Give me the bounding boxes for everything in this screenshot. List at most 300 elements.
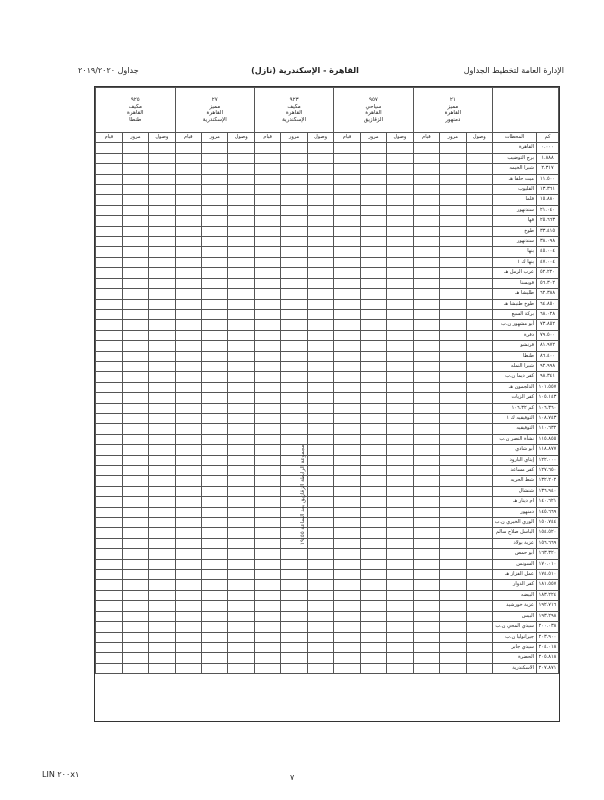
time-cell xyxy=(387,174,413,184)
time-cell xyxy=(254,580,280,590)
time-cell xyxy=(149,309,175,319)
time-cell xyxy=(307,309,333,319)
time-cell xyxy=(466,601,492,611)
time-cell xyxy=(440,361,466,371)
time-cell xyxy=(96,466,123,476)
time-cell xyxy=(334,445,360,455)
time-cell xyxy=(413,663,439,673)
time-cell xyxy=(307,632,333,642)
time-cell xyxy=(122,455,148,465)
time-cell xyxy=(466,590,492,600)
time-cell xyxy=(466,309,492,319)
time-cell xyxy=(281,642,307,652)
time-cell xyxy=(254,570,280,580)
time-cell xyxy=(307,330,333,340)
time-cell xyxy=(175,195,201,205)
station-row xyxy=(96,632,559,642)
time-cell xyxy=(413,320,439,330)
time-cell xyxy=(202,153,228,163)
time-cell xyxy=(334,590,360,600)
col-pass: مرور xyxy=(122,133,148,143)
time-cell xyxy=(254,382,280,392)
time-cell xyxy=(254,174,280,184)
time-cell xyxy=(202,486,228,496)
time-cell xyxy=(96,257,123,267)
time-cell xyxy=(228,195,254,205)
time-cell xyxy=(466,216,492,226)
time-cell xyxy=(202,455,228,465)
time-cell xyxy=(387,143,413,153)
time-cell xyxy=(413,413,439,423)
time-cell xyxy=(413,590,439,600)
time-cell xyxy=(202,559,228,569)
station-name: كم ١٠٦.٣٢ xyxy=(493,403,537,413)
station-name: دمنهور xyxy=(493,507,537,517)
station-name: أبو مشهور ن.ب xyxy=(493,320,537,330)
time-cell xyxy=(254,216,280,226)
time-cell xyxy=(387,205,413,215)
time-cell xyxy=(254,299,280,309)
station-row xyxy=(96,663,559,673)
time-cell xyxy=(175,622,201,632)
station-name: كفر الزيات xyxy=(493,393,537,403)
time-cell xyxy=(96,195,123,205)
time-cell xyxy=(96,497,123,507)
train-header-row xyxy=(96,88,559,133)
time-cell xyxy=(413,559,439,569)
time-cell xyxy=(149,226,175,236)
time-cell xyxy=(360,237,386,247)
time-cell xyxy=(307,341,333,351)
station-km: ١١٥.٨٥٥ xyxy=(537,434,559,444)
time-cell xyxy=(360,663,386,673)
station-km: ١٥٠.٧٤٤ xyxy=(537,518,559,528)
time-cell xyxy=(466,330,492,340)
time-cell xyxy=(175,549,201,559)
time-cell xyxy=(202,174,228,184)
timetable xyxy=(94,86,560,722)
time-cell xyxy=(175,257,201,267)
time-cell xyxy=(175,143,201,153)
time-cell xyxy=(149,289,175,299)
time-cell xyxy=(122,320,148,330)
time-cell xyxy=(281,320,307,330)
time-cell xyxy=(413,466,439,476)
time-cell xyxy=(307,590,333,600)
time-cell xyxy=(254,413,280,423)
time-cell xyxy=(202,278,228,288)
time-cell xyxy=(466,237,492,247)
time-cell xyxy=(202,642,228,652)
time-cell xyxy=(360,549,386,559)
time-cell xyxy=(254,257,280,267)
time-cell xyxy=(228,247,254,257)
time-cell xyxy=(334,309,360,319)
time-cell xyxy=(334,382,360,392)
time-cell xyxy=(466,382,492,392)
time-cell xyxy=(122,153,148,163)
column-header-row xyxy=(96,133,559,143)
time-cell xyxy=(413,486,439,496)
time-cell xyxy=(360,601,386,611)
time-cell xyxy=(440,226,466,236)
time-cell xyxy=(254,642,280,652)
time-cell xyxy=(307,289,333,299)
station-km: ٩٨.٣٤١ xyxy=(537,372,559,382)
station-km: ١٠١.٥٥٧ xyxy=(537,382,559,392)
time-cell xyxy=(96,538,123,548)
time-cell xyxy=(149,601,175,611)
time-cell xyxy=(334,622,360,632)
col-pass: مرور xyxy=(202,133,228,143)
time-cell xyxy=(202,257,228,267)
col-arrive: وصول xyxy=(466,133,492,143)
station-row xyxy=(96,653,559,663)
time-cell xyxy=(360,216,386,226)
time-cell xyxy=(254,393,280,403)
time-cell xyxy=(122,549,148,559)
time-cell xyxy=(466,570,492,580)
time-cell xyxy=(440,413,466,423)
station-name: عزبة خورشيد xyxy=(493,601,537,611)
time-cell xyxy=(96,559,123,569)
time-cell xyxy=(149,413,175,423)
time-cell xyxy=(254,143,280,153)
time-cell xyxy=(466,289,492,299)
train-header-line: مكيف xyxy=(287,103,301,110)
time-cell xyxy=(413,538,439,548)
station-name: عمل الفزاز هـ xyxy=(493,570,537,580)
train-header-line: ٩٢٣ xyxy=(289,97,299,103)
time-cell xyxy=(202,361,228,371)
time-cell xyxy=(122,361,148,371)
station-km: ٧٩.٥٠٠ xyxy=(537,330,559,340)
train-header-2 xyxy=(254,88,333,133)
time-cell xyxy=(228,330,254,340)
time-cell xyxy=(307,299,333,309)
time-cell xyxy=(360,361,386,371)
time-cell xyxy=(122,580,148,590)
train-header-line: دمنهور xyxy=(445,116,461,123)
time-cell xyxy=(334,278,360,288)
time-cell xyxy=(334,486,360,496)
station-km: ٩٢.٩٩٨ xyxy=(537,361,559,371)
station-km: ١٢٢.٠٠٠ xyxy=(537,455,559,465)
time-cell xyxy=(228,549,254,559)
time-cell xyxy=(387,361,413,371)
time-cell xyxy=(96,632,123,642)
time-cell xyxy=(175,476,201,486)
time-cell xyxy=(281,382,307,392)
time-cell xyxy=(175,507,201,517)
time-cell xyxy=(413,195,439,205)
time-cell xyxy=(440,476,466,486)
time-cell xyxy=(360,434,386,444)
time-cell xyxy=(149,611,175,621)
station-name: ميت حلفا هـ xyxy=(493,174,537,184)
time-cell xyxy=(149,434,175,444)
station-row xyxy=(96,642,559,652)
station-row xyxy=(96,247,559,257)
time-cell xyxy=(122,632,148,642)
time-cell xyxy=(96,185,123,195)
time-cell xyxy=(413,601,439,611)
time-cell xyxy=(202,413,228,423)
time-cell xyxy=(466,361,492,371)
time-cell xyxy=(122,226,148,236)
time-cell xyxy=(175,559,201,569)
time-cell xyxy=(122,642,148,652)
time-cell xyxy=(228,486,254,496)
time-cell xyxy=(440,195,466,205)
time-cell xyxy=(122,622,148,632)
station-row xyxy=(96,382,559,392)
time-cell xyxy=(202,611,228,621)
station-name: الدلجمون هـ xyxy=(493,382,537,392)
time-cell xyxy=(149,320,175,330)
station-name: أبو شادي xyxy=(493,445,537,455)
time-cell xyxy=(202,549,228,559)
time-cell xyxy=(122,341,148,351)
time-cell xyxy=(334,601,360,611)
time-cell xyxy=(466,476,492,486)
time-cell xyxy=(440,278,466,288)
time-cell xyxy=(254,153,280,163)
time-cell xyxy=(228,372,254,382)
station-name: كفر مساعد xyxy=(493,466,537,476)
time-cell xyxy=(307,268,333,278)
time-cell xyxy=(413,237,439,247)
time-cell xyxy=(360,382,386,392)
time-cell xyxy=(466,413,492,423)
time-cell xyxy=(413,205,439,215)
station-row xyxy=(96,216,559,226)
time-cell xyxy=(122,372,148,382)
time-cell xyxy=(307,663,333,673)
station-name: الوري الخيري ن.ب xyxy=(493,518,537,528)
time-cell xyxy=(387,341,413,351)
time-cell xyxy=(440,486,466,496)
station-name: البيس xyxy=(493,611,537,621)
time-cell xyxy=(466,351,492,361)
time-cell xyxy=(440,164,466,174)
time-cell xyxy=(254,361,280,371)
time-cell xyxy=(175,341,201,351)
time-cell xyxy=(149,476,175,486)
time-cell xyxy=(360,632,386,642)
station-name: إيتاي البارود xyxy=(493,455,537,465)
train-header-line: القاهرة xyxy=(365,110,382,116)
station-km: ١٢٧.٦٥٠ xyxy=(537,466,559,476)
station-km: ١٩٢.٧١٦ xyxy=(537,601,559,611)
time-cell xyxy=(175,445,201,455)
time-cell xyxy=(334,268,360,278)
time-cell xyxy=(281,611,307,621)
station-row xyxy=(96,528,559,538)
train-header-line: مكيف xyxy=(128,103,142,110)
time-cell xyxy=(334,237,360,247)
time-cell xyxy=(307,143,333,153)
time-cell xyxy=(440,445,466,455)
time-cell xyxy=(254,528,280,538)
time-cell xyxy=(96,549,123,559)
time-cell xyxy=(440,216,466,226)
station-row xyxy=(96,143,559,153)
time-cell xyxy=(440,434,466,444)
station-name: البيضه xyxy=(493,590,537,600)
time-cell xyxy=(228,216,254,226)
time-cell xyxy=(387,278,413,288)
station-name: قلما xyxy=(493,195,537,205)
time-cell xyxy=(281,164,307,174)
time-cell xyxy=(413,351,439,361)
time-cell xyxy=(122,559,148,569)
time-cell xyxy=(228,445,254,455)
station-km: ٦٤.٨٥٠ xyxy=(537,299,559,309)
time-cell xyxy=(334,299,360,309)
time-cell xyxy=(413,653,439,663)
station-km: ٢٠٧.٨٧١ xyxy=(537,663,559,673)
time-cell xyxy=(122,382,148,392)
time-cell xyxy=(307,372,333,382)
time-cell xyxy=(334,424,360,434)
time-cell xyxy=(387,518,413,528)
time-cell xyxy=(254,330,280,340)
time-cell xyxy=(254,622,280,632)
time-cell xyxy=(466,653,492,663)
station-km: ١٧٤.٥١٠ xyxy=(537,570,559,580)
time-cell xyxy=(413,247,439,257)
time-cell xyxy=(307,195,333,205)
time-cell xyxy=(122,247,148,257)
time-cell xyxy=(413,497,439,507)
time-cell xyxy=(413,445,439,455)
time-cell xyxy=(122,497,148,507)
time-cell xyxy=(202,528,228,538)
time-cell xyxy=(387,445,413,455)
time-cell xyxy=(281,226,307,236)
time-cell xyxy=(466,622,492,632)
time-cell xyxy=(281,216,307,226)
time-cell xyxy=(281,247,307,257)
time-cell xyxy=(360,153,386,163)
time-cell xyxy=(96,642,123,652)
time-cell xyxy=(228,153,254,163)
time-cell xyxy=(281,278,307,288)
station-name: الاسكندرية xyxy=(493,663,537,673)
time-cell xyxy=(360,247,386,257)
station-row xyxy=(96,486,559,496)
time-cell xyxy=(413,309,439,319)
time-cell xyxy=(175,164,201,174)
time-cell xyxy=(307,351,333,361)
station-row xyxy=(96,549,559,559)
station-row xyxy=(96,497,559,507)
time-cell xyxy=(149,507,175,517)
station-row xyxy=(96,559,559,569)
time-cell xyxy=(149,153,175,163)
time-cell xyxy=(96,622,123,632)
time-cell xyxy=(175,497,201,507)
time-cell xyxy=(360,289,386,299)
time-cell xyxy=(334,320,360,330)
time-cell xyxy=(440,570,466,580)
time-cell xyxy=(254,268,280,278)
train-header-line: القاهرة xyxy=(127,110,144,116)
time-cell xyxy=(202,195,228,205)
time-cell xyxy=(254,205,280,215)
time-cell xyxy=(96,205,123,215)
station-row xyxy=(96,538,559,548)
time-cell xyxy=(228,320,254,330)
time-cell xyxy=(122,289,148,299)
time-cell xyxy=(466,185,492,195)
time-cell xyxy=(360,341,386,351)
time-cell xyxy=(202,570,228,580)
col-pass: مرور xyxy=(281,133,307,143)
time-cell xyxy=(96,247,123,257)
time-cell xyxy=(387,538,413,548)
time-cell xyxy=(440,622,466,632)
time-cell xyxy=(228,601,254,611)
station-km: ١٥٦.٦٦٩ xyxy=(537,538,559,548)
time-cell xyxy=(254,185,280,195)
time-cell xyxy=(334,549,360,559)
station-km: ١١.٥٠٠ xyxy=(537,174,559,184)
time-cell xyxy=(254,237,280,247)
time-cell xyxy=(387,559,413,569)
time-cell xyxy=(281,289,307,299)
time-cell xyxy=(466,497,492,507)
time-cell xyxy=(228,393,254,403)
train-header-line: مميز xyxy=(209,103,221,110)
col-depart: قيام xyxy=(334,133,360,143)
time-cell xyxy=(413,372,439,382)
time-cell xyxy=(387,195,413,205)
station-row xyxy=(96,330,559,340)
time-cell xyxy=(228,205,254,215)
station-row xyxy=(96,195,559,205)
time-cell xyxy=(387,164,413,174)
time-cell xyxy=(360,174,386,184)
train-header-3 xyxy=(175,88,254,133)
time-cell xyxy=(149,580,175,590)
time-cell xyxy=(175,518,201,528)
time-cell xyxy=(175,601,201,611)
time-cell xyxy=(334,153,360,163)
time-cell xyxy=(466,642,492,652)
time-cell xyxy=(254,601,280,611)
time-cell xyxy=(281,632,307,642)
time-cell xyxy=(334,455,360,465)
time-cell xyxy=(307,653,333,663)
time-cell xyxy=(334,518,360,528)
time-cell xyxy=(466,268,492,278)
time-cell xyxy=(96,528,123,538)
train-header-line: القاهرة xyxy=(444,110,462,116)
time-cell xyxy=(334,351,360,361)
col-arrive: وصول xyxy=(149,133,175,143)
train-header-line: القاهرة xyxy=(206,110,223,116)
time-cell xyxy=(175,434,201,444)
time-cell xyxy=(149,663,175,673)
station-row xyxy=(96,372,559,382)
time-cell xyxy=(466,538,492,548)
time-cell xyxy=(254,549,280,559)
time-cell xyxy=(440,205,466,215)
time-cell xyxy=(149,372,175,382)
time-cell xyxy=(360,413,386,423)
